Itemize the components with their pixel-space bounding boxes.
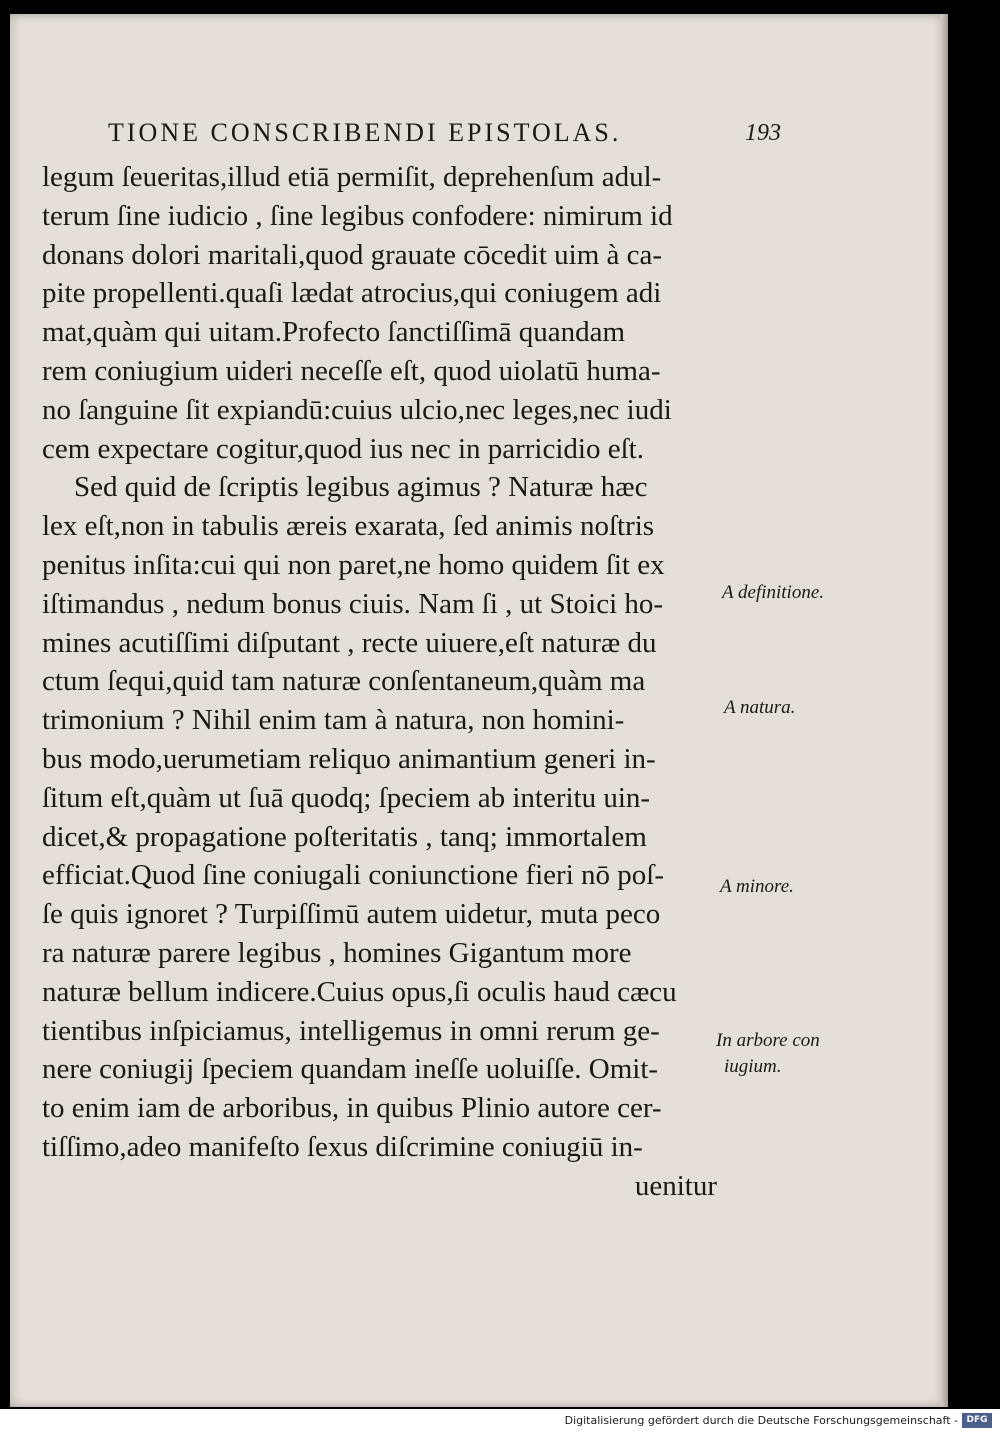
- text-line: to enim iam de arboribus, in quibus Plinio autore cer-: [42, 1092, 662, 1125]
- text-line: mat,quàm qui uitam.Profecto ſanctiſſimā quandam: [42, 316, 626, 349]
- text-line: cem expectare cogitur,quod ius nec in parricidio eſt.: [42, 432, 644, 465]
- text-line: ctum ſequi,quid tam naturæ conſentaneum,quàm ma: [42, 665, 646, 698]
- text-line: ſe quis ignoret ? Turpiſſimū autem uidetur, muta peco: [42, 898, 661, 931]
- marginal-note: A natura.: [724, 697, 796, 718]
- text-line: lex eſt,non in tabulis æreis exarata, ſed animis noſtris: [42, 510, 655, 543]
- text-line: bus modo,uerumetiam reliquo animantium generi in-: [42, 742, 656, 775]
- catchword: uenitur: [634, 1169, 717, 1202]
- marginal-note: A definitione.: [722, 582, 825, 603]
- text-line: tiſſimo,adeo manifeſto ſexus diſcrimine coniugiū in-: [42, 1130, 643, 1163]
- text-line: ſitum eſt,quàm ut ſuā quodq; ſpeciem ab interitu uin-: [42, 781, 651, 814]
- page-edge: [940, 14, 948, 1407]
- body-text: [42, 158, 742, 1206]
- text-line: rem coniugium uideri neceſſe eſt, quod uiolatū huma-: [42, 354, 661, 387]
- text-line: mines acutiſſimi diſputant , recte uiuere,eſt naturæ du: [42, 626, 657, 659]
- text-line: dicet,& propagatione poſteritatis , tanq; immortalem: [42, 820, 647, 853]
- text-line: legum ſeueritas,illud etiā permiſit, deprehenſum adul-: [42, 161, 662, 193]
- footer-credit: Digitalisierung gefördert durch die Deutsche Forschungsgemeinschaft -: [564, 1414, 958, 1427]
- marginal-note: A minore.: [720, 876, 794, 897]
- text-line: Sed quid de ſcriptis legibus agimus ? Naturæ hæc: [74, 471, 648, 504]
- text-line: ra naturæ parere legibus , homines Gigantum more: [42, 936, 632, 969]
- page-number: 193: [745, 120, 781, 146]
- text-line: iſtimandus , nedum bonus ciuis. Nam ſi , ut Stoici ho-: [42, 587, 664, 620]
- dfg-logo: DFG: [962, 1413, 992, 1428]
- text-line: pite propellenti.quaſi lædat atrocius,qui coniugem adi: [42, 277, 662, 310]
- footer-bar: [0, 1409, 1000, 1433]
- text-line: nere coniugij ſpeciem quandam ineſſe uoluiſſe. Omit-: [42, 1053, 659, 1086]
- marginal-note: iugium.: [724, 1056, 782, 1077]
- text-line: no ſanguine ſit expiandū:cuius ulcio,nec leges,nec iudi: [42, 393, 672, 426]
- text-line: trimonium ? Nihil enim tam à natura, non homini-: [42, 704, 625, 737]
- running-head: TIONE CONSCRIBENDI EPISTOLAS.: [108, 118, 622, 147]
- text-line: tientibus inſpiciamus, intelligemus in omni rerum ge-: [42, 1014, 660, 1047]
- text-line: terum ſine iudicio , ſine legibus confodere: nimirum id: [42, 199, 673, 232]
- marginal-note: In arbore con: [716, 1030, 820, 1051]
- text-line: efficiat.Quod ſine coniugali coniunctione fieri nō poſ-: [42, 859, 664, 892]
- text-line: penitus inſita:cui qui non paret,ne homo quidem ſit ex: [42, 548, 665, 581]
- text-line: naturæ bellum indicere.Cuius opus,ſi oculis haud cæcu: [42, 975, 677, 1008]
- text-line: donans dolori maritali,quod grauate cōcedit uim à ca-: [42, 238, 663, 271]
